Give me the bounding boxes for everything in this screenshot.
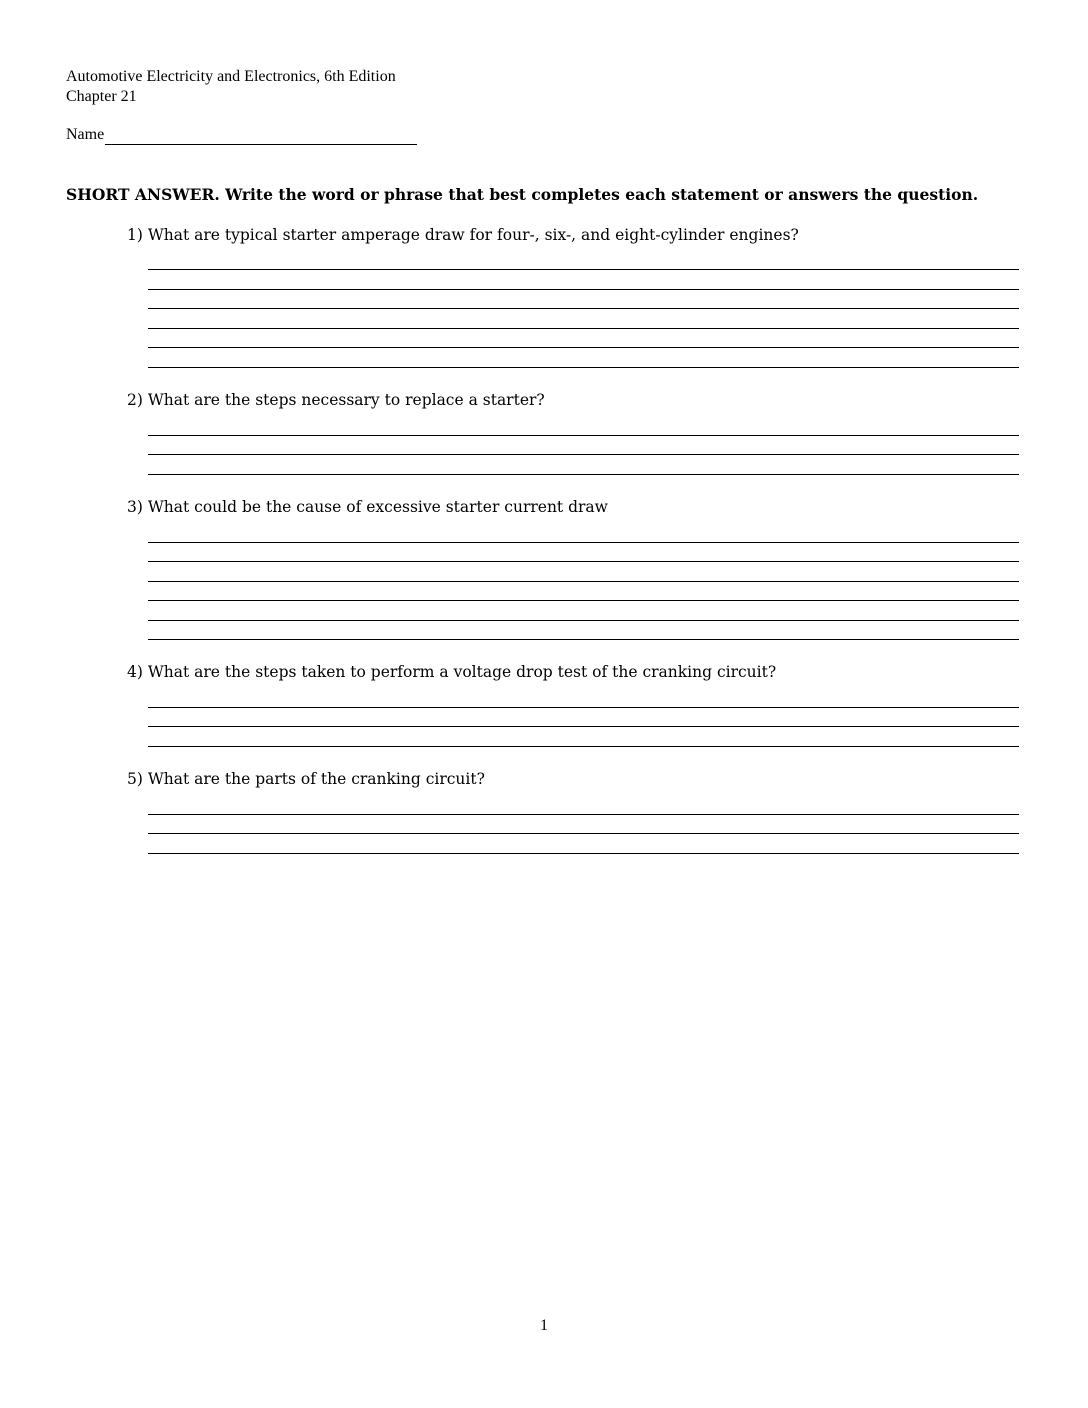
name-label: Name [66, 126, 105, 143]
answer-line[interactable] [148, 620, 1019, 621]
answer-line[interactable] [148, 833, 1019, 834]
answer-line[interactable] [148, 474, 1019, 475]
question-2: 2) What are the steps necessary to replace a starter? [127, 391, 545, 409]
answer-line[interactable] [148, 542, 1019, 543]
page-number: 1 [540, 1317, 548, 1334]
question-4: 4) What are the steps taken to perform a voltage drop test of the cranking circuit? [127, 663, 777, 681]
answer-line[interactable] [148, 746, 1019, 747]
answer-line[interactable] [148, 561, 1019, 562]
chapter-label: Chapter 21 [66, 88, 137, 105]
answer-line[interactable] [148, 600, 1019, 601]
question-3: 3) What could be the cause of excessive starter current draw [127, 498, 608, 516]
answer-line[interactable] [148, 367, 1019, 368]
document-title: Automotive Electricity and Electronics, 6th Edition [66, 68, 396, 85]
answer-line[interactable] [148, 308, 1019, 309]
answer-line[interactable] [148, 328, 1019, 329]
answer-line[interactable] [148, 814, 1019, 815]
answer-line[interactable] [148, 347, 1019, 348]
question-5: 5) What are the parts of the cranking circuit? [127, 770, 485, 788]
name-field-row [66, 125, 417, 145]
answer-line[interactable] [148, 853, 1019, 854]
answer-line[interactable] [148, 707, 1019, 708]
answer-line[interactable] [148, 435, 1019, 436]
answer-line[interactable] [148, 581, 1019, 582]
answer-line[interactable] [148, 289, 1019, 290]
answer-line[interactable] [148, 726, 1019, 727]
name-blank-line[interactable] [105, 127, 417, 145]
answer-line[interactable] [148, 454, 1019, 455]
answer-line[interactable] [148, 269, 1019, 270]
question-1: 1) What are typical starter amperage draw for four-, six-, and eight-cylinder engines? [127, 226, 799, 244]
answer-line[interactable] [148, 639, 1019, 640]
section-instructions: SHORT ANSWER. Write the word or phrase that best completes each statement or answers the question. [66, 185, 979, 204]
